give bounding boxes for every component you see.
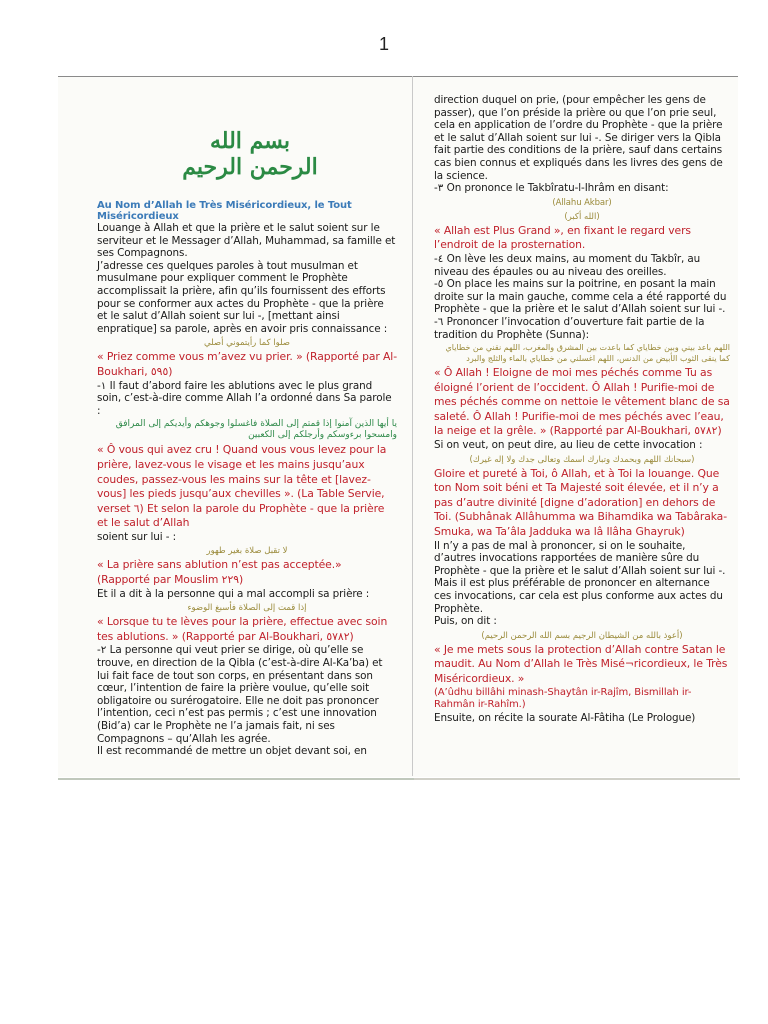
paragraph-mal-accompli: Et il a dit à la personne qui a mal accompli sa prière : — [97, 587, 370, 600]
basmala-text: بسم الله الرحمن الرحيم — [182, 128, 318, 180]
quote-verse: « Ô vous qui avez cru ! Quand vous vous levez pour la prière, lavez-vous le visage et les mains jusqu’aux coudes, passez-vous les mains sur la tête et [lavez-vous] les pieds jusqu’aux chevilles ». (La Table Servie, verset ٦) Et selon la parole du Prophète - que la prière et le salut d’Allah — [97, 443, 387, 530]
step-6-paragraph: -٦ Prononcer l’invocation d’ouverture fait partie de la tradition du Prophète (Sunna): — [434, 315, 705, 341]
arabic-hadith-1: صلوا كما رأيتموني أصلي — [203, 338, 291, 349]
quote-isti3adha: « Je me mets sous la protection d’Allah contre Satan le maudit. Au Nom d’Allah le Très Misé¬ricordieux, le Très Miséricordieux. » — [434, 642, 728, 685]
right-column — [434, 94, 730, 724]
quote-hadith-2: « La prière sans ablution n’est pas acceptée.» (Rapporté par Mouslim ٢٢٩) — [97, 558, 342, 587]
arabic-verse: يا أيها الذين آمنوا إذا قمتم إلى الصلاة فاغسلوا وجوهكم وأيديكم إلى المرافق وامسحوا برءوسكم وأرجلكم إلى الكعبين — [115, 419, 397, 441]
quote-takbir: « Allah est Plus Grand », en fixant le regard vers l’endroit de la prosternation. — [434, 223, 691, 252]
quote-opening-dua: « Ô Allah ! Eloigne de moi mes péchés comme Tu as éloigné l’orient de l’occident. Ô Allah ! Purifie-moi de mes péchés comme on nettoie le vêtement blanc de sa saleté. Ô Allah ! Purifie-moi de mes péchés avec l’eau, la neige et la grêle. » (Rapporté par Al-Boukhari, ٥٧٨٢) — [434, 366, 730, 438]
transliteration-isti3adha: (A’ûdhu billâhi minash-Shaytân ir-Rajîm, Bismillah ir-Rahmân ir-Rahîm.) — [434, 686, 692, 711]
quote-hadith-1: « Priez comme vous m’avez vu prier. » (Rapporté par Al-Boukhari, ٥٩٥) — [97, 350, 398, 378]
sheet-edge-right — [414, 778, 740, 780]
sutra-paragraph: Il est recommandé de mettre un objet devant soi, en — [97, 745, 367, 758]
arabic-hadith-3: إذا قمت إلى الصلاة فأسبغ الوضوء — [187, 603, 307, 614]
step-5-paragraph: -٥ On place les mains sur la poitrine, en posant la main droite sur la main gauche, comme cela a été rapporté du Prophète - que la prière et le salut d’Allah soient sur lui -. — [434, 278, 727, 316]
section-heading: Au Nom d’Allah le Très Miséricordieux, le Tout Miséricordieux — [97, 200, 352, 222]
step-2-paragraph: -٢ La personne qui veut prier se dirige, où qu’elle se trouve, en direction de la Qibla (c’est-à-dire Al-Ka’ba) et lui fait face de tout son corps, en présentant dans son cœur, l’intention de faire la prière voulue, qu’elle soit obligatoire ou surérogatoire. Elle ne doit pas prononcer l’intention, ceci n’est pas permis ; c’est une innovation (Bid’a) car le Prophète ne l’a jamais fait, ni ses Compagnons – qu’Allah les agrée. — [97, 644, 383, 745]
arabic-isti3adha: (أعوذ بالله من الشيطان الرجيم بسم الله الرحمن الرحيم) — [481, 630, 683, 641]
quote-hadith-3: « Lorsque tu te lèves pour la prière, effectue avec soin tes ablutions. » (Rapporté par Al-Boukhari, ٥٧٨٢) — [97, 615, 388, 643]
basmala-calligraphy — [97, 120, 397, 190]
qibla-paragraph: direction duquel on prie, (pour empêcher les gens de passer), que l’on préside la prière ou que l’on prie seul, cela en application de l’ordre du Prophète - que la prière et le salut d’Allah soient sur lui -. Se diriger vers la Qibla fait partie des conditions de la prière, sauf dans certains cas bien connus et expliqués dans les livres des gens de la science. — [434, 94, 723, 182]
sheet-edge-left — [58, 778, 414, 780]
step-1-paragraph: -١ Il faut d’abord faire les ablutions avec le plus grand soin, c’est-à-dire comme Allah l’a ordonné dans Sa parole : — [97, 379, 392, 417]
continuation-text: soient sur lui - : — [97, 530, 177, 543]
puis-on-dit: Puis, on dit : — [434, 615, 497, 628]
arabic-takbir: (الله أكبر) — [564, 211, 600, 222]
alternative-paragraph: Si on veut, on peut dire, au lieu de cette invocation : — [434, 439, 703, 452]
step-4-paragraph: -٤ On lève les deux mains, au moment du Takbîr, au niveau des épaules ou au niveau des oreilles. — [434, 252, 701, 278]
page-number: 1 — [378, 34, 389, 54]
arabic-subhanak: (سبحانك اللهم وبحمدك وتبارك اسمك وتعالى جدك ولا إله غيرك) — [469, 454, 695, 465]
arabic-hadith-2: لا تقبل صلاة بغير طهور — [206, 546, 288, 557]
left-column — [97, 200, 397, 758]
other-invocations-paragraph: Il n’y a pas de mal à prononcer, si on le souhaite, d’autres invocations rapportées de manière sûre du Prophète - que la prière et le salut d’Allah soient sur lui -. Mais il est plus préférable de prononcer en alternance ces invocations, car cela est plus conforme aux actes du Prophète. — [434, 539, 726, 615]
quote-subhanak: Gloire et pureté à Toi, ô Allah, et à Toi la louange. Que ton Nom soit béni et Ta Majesté soit élevée, et il n’y a pas d’autre divinité [digne d’adoration] en dehors de Toi. (Subhânak Allâhumma wa Bihamdika wa Tabâraka-Smuka, wa Ta’âla Jadduka wa lâ Ilâha Ghayruk) — [434, 466, 727, 539]
intro-paragraph: Louange à Allah et que la prière et le salut soient sur le serviteur et le Messager d’Allah, Muhammad, sa famille et ses Compagnons. — [97, 222, 396, 260]
fatiha-paragraph: Ensuite, on récite la sourate Al-Fâtiha (Le Prologue) — [434, 711, 696, 724]
transliteration-takbir: (Allahu Akbar) — [552, 197, 612, 208]
step-3-paragraph: -٣ On prononce le Takbîratu-l-Ihrâm en disant: — [434, 182, 669, 195]
arabic-opening-dua: اللهم باعد بيني وبين خطاياي كما باعدت بين المشرق والمغرب، اللهم نقني من خطاياي كما ينقى الثوب الأبيض من الدنس، اللهم اغسلني من خطاياي بالماء والثلج والبرد — [445, 343, 730, 363]
intro-paragraph-2: J’adresse ces quelques paroles à tout musulman et musulmane pour expliquer comment le Prophète accomplissait la prière, afin qu’ils fournissent des efforts pour se conformer aux actes du Prophète - que la prière et le salut d’Allah soient sur lui -, [mettant ainsi enpratique] sa parole, après en avoir pris connaissance : — [97, 259, 388, 335]
fold-crease — [412, 76, 413, 776]
